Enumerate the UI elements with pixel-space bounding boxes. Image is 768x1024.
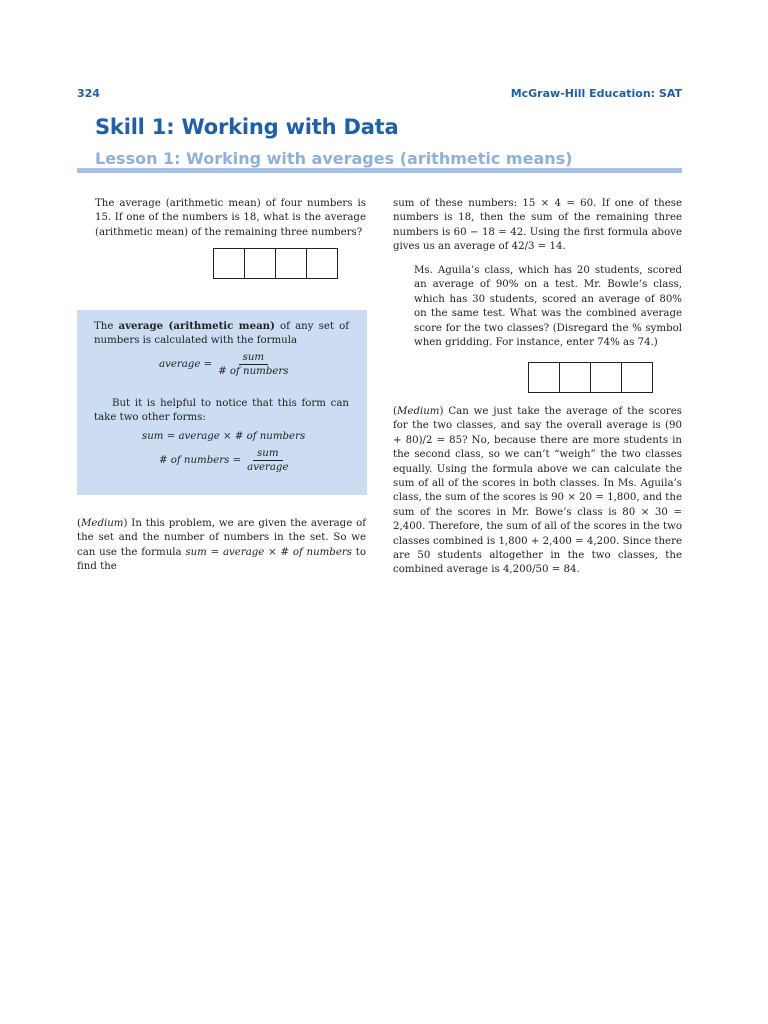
title-rule bbox=[77, 168, 682, 173]
skill-title: Skill 1: Working with Data bbox=[95, 115, 399, 139]
grid-cell[interactable] bbox=[529, 363, 560, 392]
formula-count: # of numbers = $\frac{\text{sum}}{\text{average}}$ bbox=[159, 448, 289, 473]
answer-1-continued: sum of these numbers: 15 × 4 = 60. If one of these numbers is 18, then the sum of the remaining three numbers is 60 − 18 = 42. Using the first formula above gives us an average of 42/3 = 14. bbox=[393, 198, 682, 253]
grid-cell[interactable] bbox=[560, 363, 591, 392]
grid-cell[interactable] bbox=[591, 363, 622, 392]
formula-middle-text: But it is helpful to notice that this form can take two other forms: bbox=[94, 398, 349, 423]
question-1: The average (arithmetic mean) of four numbers is 15. If one of the numbers is 18, what is the average (arithmetic mean) of the remaining three numbers? bbox=[95, 198, 366, 238]
question-2: Ms. Aguila’s class, which has 20 students, scored an average of 90% on a test. Mr. Bowle’s class, which has 30 students, scored an average of 80% on the same test. What was the combined average score for the two classes? (Disregard the % symbol when gridding. For instance, enter 74% as 74.) bbox=[414, 265, 682, 349]
formula-intro: The average (arithmetic mean) of any set of numbers is calculated with the formula bbox=[94, 320, 349, 346]
grid-cell[interactable] bbox=[214, 249, 245, 278]
formula-average: average = $\frac{\text{sum}}{\text{\# of numbers}}$ bbox=[159, 352, 289, 377]
book-title: McGraw-Hill Education: SAT bbox=[510, 87, 682, 100]
formula-sum: sum = average × # of numbers bbox=[142, 431, 306, 442]
formula-box bbox=[77, 310, 367, 495]
grid-in-box-1[interactable] bbox=[213, 248, 338, 279]
grid-cell[interactable] bbox=[276, 249, 307, 278]
grid-cell[interactable] bbox=[622, 363, 652, 392]
answer-1: (Medium) In this problem, we are given the average of the set and the number of numbers in the set. So we can use the formula sum = average × # of numbers to find the bbox=[77, 518, 366, 573]
lesson-title: Lesson 1: Working with averages (arithmetic means) bbox=[95, 149, 573, 168]
answer-2: (Medium) Can we just take the average of the scores for the two classes, and say the overall average is (90 + 80)/2 = 85? No, because there are more students in the second class, so we can’t “weigh” the two classes equally. Using the formula above we can calculate the sum of all of the scores in both classes. In Ms. Aguila’s class, the sum of the scores is 90 × 20 = 1,800, and the sum of the scores in Mr. Bowe’s class is 80 × 30 = 2,400. Therefore, the sum of all of the scores in the two classes combined is 1,800 + 2,400 = 4,200. Since there are 50 students altogether in the two classes, the combined average is 4,200/50 = 84. bbox=[393, 406, 682, 576]
grid-in-box-2[interactable] bbox=[528, 362, 653, 393]
grid-cell[interactable] bbox=[307, 249, 337, 278]
grid-cell[interactable] bbox=[245, 249, 276, 278]
page-number: 324 bbox=[77, 87, 100, 100]
